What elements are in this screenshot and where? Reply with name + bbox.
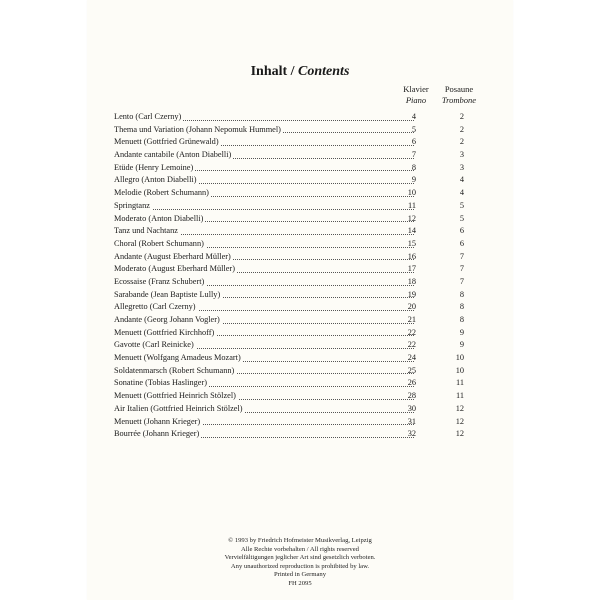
toc-entry-title: Soldatenmarsch (Robert Schumann) [114, 365, 235, 375]
toc-entry-piano-page: 25 [407, 365, 416, 375]
toc-entry [114, 339, 474, 352]
toc-entry [114, 365, 474, 378]
toc-entry-title: Bourrée (Johann Krieger) [114, 429, 200, 439]
toc-entry-trombone-page: 8 [459, 302, 464, 312]
toc-entry-trombone-page: 11 [456, 391, 464, 401]
toc-entry [114, 352, 474, 365]
toc-entry [114, 377, 474, 390]
column-header-trombone-en: Trombone [441, 95, 477, 105]
toc-entry-trombone-page: 8 [459, 315, 464, 324]
toc-entry-label [114, 213, 414, 226]
toc-entry-piano-page: 12 [407, 213, 416, 223]
toc-entry-trombone-page: 10 [455, 365, 464, 375]
toc-entry [114, 289, 474, 302]
toc-entry [114, 428, 474, 441]
toc-entry [114, 327, 474, 340]
toc-entry-piano-page: 24 [407, 353, 416, 363]
toc-entry-label [114, 416, 414, 429]
toc-entry-title: Andante (Georg Johann Vogler) [114, 315, 220, 324]
toc-entry-title: Choral (Robert Schumann) [114, 238, 204, 248]
title-separator: / [290, 64, 295, 79]
toc-entry-label [114, 403, 414, 416]
toc-entry-title: Menuett (Wolfgang Amadeus Mozart) [114, 353, 241, 363]
toc-entry-title: Thema und Variation (Johann Nepomuk Hummel) [114, 124, 281, 134]
toc-entry [114, 187, 474, 200]
copyright-footer [87, 537, 513, 589]
document-page [87, 0, 513, 600]
toc-entry-trombone-page: 7 [459, 251, 464, 261]
toc-entry-title: Menuett (Gottfried Kirchhoff) [114, 327, 215, 337]
toc-entry-trombone-page: 5 [459, 213, 464, 223]
toc-entry-title: Menuett (Gottfried Heinrich Stölzel) [114, 391, 236, 401]
toc-entry-title: Allegro (Anton Diabelli) [114, 175, 197, 185]
toc-entry-title: Menuett (Gottfried Grünewald) [114, 137, 219, 147]
column-header-piano-de: Klavier [403, 84, 429, 94]
toc-entry-label [114, 162, 414, 175]
toc-entry-trombone-page: 6 [459, 238, 464, 248]
toc-entry [114, 263, 474, 276]
toc-entry-label [114, 136, 414, 149]
toc-entry-piano-page: 14 [407, 226, 416, 236]
toc-entry-trombone-page: 4 [459, 188, 464, 198]
toc-entry [114, 174, 474, 187]
toc-entry-piano-page: 19 [407, 289, 416, 299]
toc-entry [114, 416, 474, 429]
toc-entry-label [114, 327, 414, 340]
toc-entry [114, 162, 474, 175]
toc-entry-label [114, 149, 414, 162]
toc-entry-title: Andante cantabile (Anton Diabelli) [114, 150, 232, 160]
toc-entry-title: Lento (Carl Czerny) [114, 112, 182, 121]
toc-entry-label [114, 352, 414, 365]
toc-entry [114, 136, 474, 149]
toc-entry [114, 251, 474, 264]
toc-entry-label [114, 377, 414, 390]
toc-entry-title: Andante (August Eberhard Müller) [114, 251, 231, 261]
toc-entry-trombone-page: 7 [459, 276, 464, 286]
toc-entry [114, 111, 474, 124]
toc-entry-piano-page: 17 [407, 264, 416, 274]
toc-entry-piano-page: 22 [407, 340, 416, 350]
toc-entry-piano-page: 21 [407, 315, 416, 324]
toc-entry [114, 276, 474, 289]
toc-entry [114, 238, 474, 251]
toc-entry-piano-page: 20 [407, 302, 416, 312]
toc-entry-trombone-page: 2 [459, 137, 464, 147]
footer-line: Vervielfältigungen jeglicher Art sind gesetzlich verboten. [224, 554, 376, 562]
toc-entry-piano-page: 15 [407, 238, 416, 248]
toc-entry-title: Air Italien (Gottfried Heinrich Stölzel) [114, 403, 243, 413]
toc-entry-label [114, 200, 414, 213]
toc-entry-title: Sonatine (Tobias Haslinger) [114, 378, 207, 388]
toc-entry-piano-page: 31 [407, 416, 416, 426]
toc-entry-trombone-page: 7 [459, 264, 464, 274]
toc-entry-title: Menuett (Johann Krieger) [114, 416, 201, 426]
toc-entry-label [114, 174, 414, 187]
toc-entry-trombone-page: 8 [459, 289, 464, 299]
toc-entry [114, 390, 474, 403]
toc-entry-label [114, 263, 414, 276]
toc-entry-label [114, 365, 414, 378]
table-of-contents [114, 111, 474, 441]
toc-entry-title: Moderato (Anton Diabelli) [114, 213, 204, 223]
toc-entry-trombone-page: 11 [456, 378, 464, 388]
toc-entry-piano-page: 7 [411, 150, 416, 160]
toc-entry-label [114, 251, 414, 264]
toc-entry-piano-page: 10 [407, 188, 416, 198]
toc-entry-label [114, 301, 414, 314]
toc-entry-title: Melodie (Robert Schumann) [114, 188, 209, 198]
toc-entry-label [114, 390, 414, 403]
footer-line: Any unauthorized reproduction is prohibited by law. [230, 562, 370, 570]
toc-entry-title: Allegretto (Carl Czerny) [114, 302, 196, 312]
toc-entry-piano-page: 32 [407, 429, 416, 439]
footer-line: FH 2095 [288, 579, 312, 587]
toc-entry-trombone-page: 12 [455, 403, 464, 413]
column-header-piano-en: Piano [405, 95, 427, 105]
toc-entry-piano-page: 26 [407, 378, 416, 388]
toc-entry [114, 149, 474, 162]
footer-line: © 1993 by Friedrich Hofmeister Musikverlag, Leipzig [228, 537, 372, 544]
toc-entry [114, 225, 474, 238]
toc-entry [114, 200, 474, 213]
title-english: Contents [298, 64, 350, 79]
toc-entry-trombone-page: 5 [459, 200, 464, 210]
toc-entry-label [114, 428, 414, 441]
toc-entry [114, 403, 474, 416]
title-german: Inhalt [250, 64, 288, 79]
toc-entry-label [114, 276, 414, 289]
toc-entry-label [114, 225, 414, 238]
toc-entry-trombone-page: 10 [455, 353, 464, 363]
page-title [87, 64, 513, 80]
toc-entry [114, 213, 474, 226]
toc-entry-title: Springtanz [114, 200, 150, 210]
toc-entry [114, 314, 474, 327]
toc-entry-label [114, 187, 414, 200]
toc-entry-label [114, 238, 414, 251]
toc-entry-title: Sarabande (Jean Baptiste Lully) [114, 289, 221, 299]
toc-entry-trombone-page: 4 [459, 175, 464, 185]
toc-entry [114, 124, 474, 137]
toc-entry-piano-page: 4 [411, 112, 416, 121]
toc-entry-piano-page: 9 [411, 175, 416, 185]
toc-entry-piano-page: 8 [411, 162, 416, 172]
toc-entry-piano-page: 16 [407, 251, 416, 261]
toc-entry-trombone-page: 2 [459, 112, 464, 121]
toc-entry-piano-page: 22 [407, 327, 416, 337]
toc-entry-label [114, 339, 414, 352]
toc-entry-title: Ecossaise (Franz Schubert) [114, 276, 205, 286]
toc-entry-piano-page: 28 [407, 391, 416, 401]
toc-entry-piano-page: 30 [407, 403, 416, 413]
column-header-piano [392, 84, 440, 105]
toc-entry-trombone-page: 12 [455, 416, 464, 426]
toc-entry-label [114, 314, 414, 327]
toc-entry-piano-page: 11 [408, 200, 416, 210]
footer-line: Alle Rechte vorbehalten / All rights reserved [241, 545, 359, 553]
toc-entry-trombone-page: 2 [459, 124, 464, 134]
toc-entry [114, 301, 474, 314]
toc-entry-trombone-page: 3 [459, 162, 464, 172]
toc-entry-piano-page: 5 [411, 124, 416, 134]
column-header-trombone-de: Posaune [444, 84, 474, 94]
toc-entry-title: Tanz und Nachtanz [114, 226, 178, 236]
toc-entry-label [114, 124, 414, 137]
toc-entry-trombone-page: 6 [459, 226, 464, 236]
toc-entry-piano-page: 18 [407, 276, 416, 286]
toc-entry-title: Etüde (Henry Lemoine) [114, 162, 194, 172]
toc-entry-piano-page: 6 [411, 137, 416, 147]
toc-entry-trombone-page: 12 [455, 429, 464, 439]
footer-line: Printed in Germany [273, 571, 326, 579]
toc-entry-label [114, 289, 414, 302]
toc-entry-trombone-page: 9 [459, 340, 464, 350]
toc-entry-title: Gavotte (Carl Reinicke) [114, 340, 194, 350]
toc-entry-trombone-page: 9 [459, 327, 464, 337]
toc-entry-title: Moderato (August Eberhard Müller) [114, 264, 235, 274]
toc-entry-label [114, 111, 414, 124]
toc-entry-trombone-page: 3 [459, 150, 464, 160]
column-header-trombone [435, 84, 483, 105]
